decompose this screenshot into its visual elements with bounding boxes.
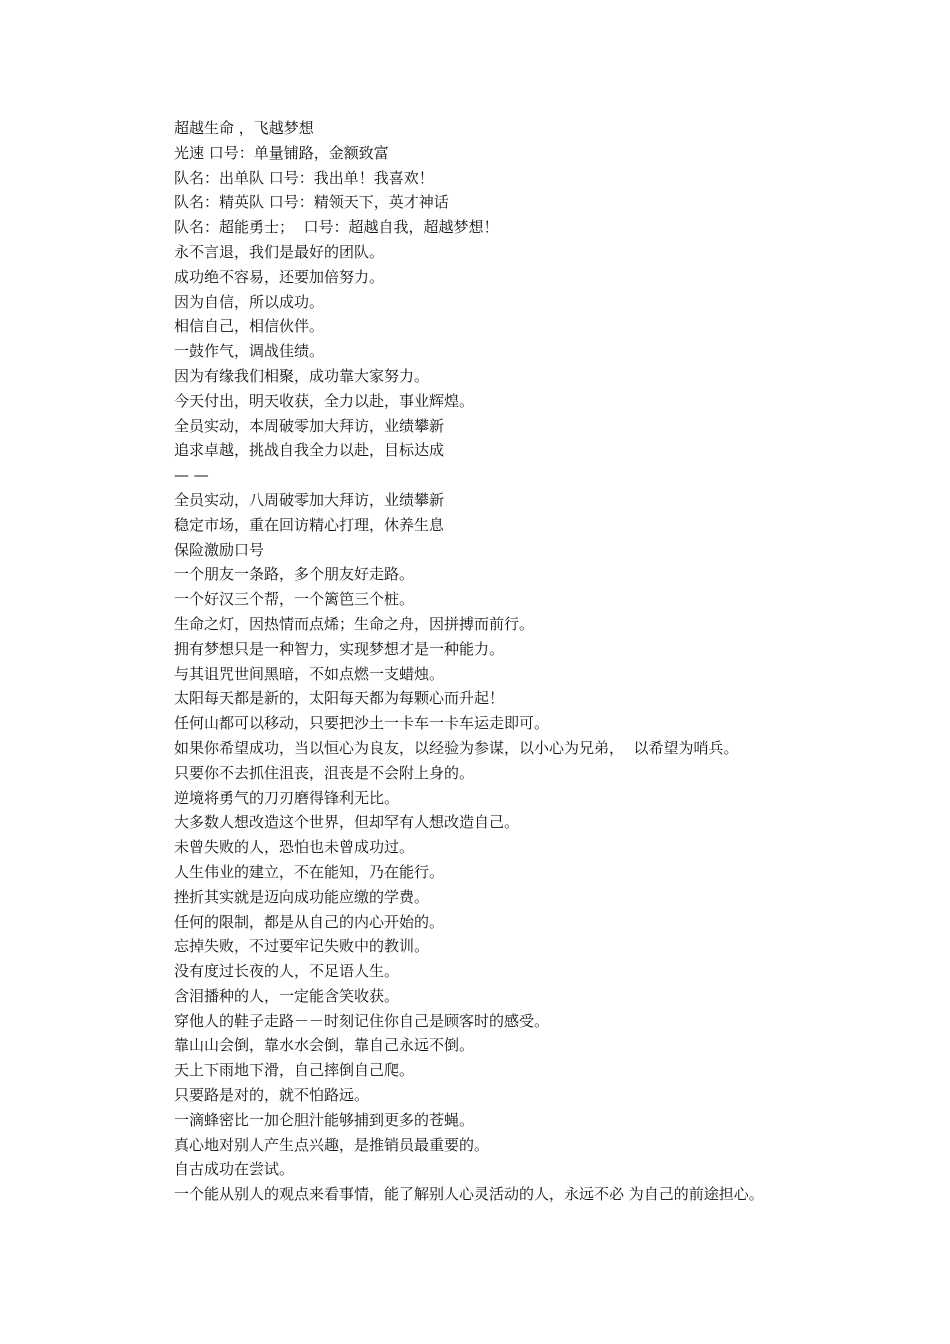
text-line: 挫折其实就是迈向成功能应缴的学费。 bbox=[174, 887, 430, 906]
text-line: 大多数人想改造这个世界，但却罕有人想改造自己。 bbox=[174, 813, 520, 832]
text-line: 穿他人的鞋子走路－－时刻记住你自己是顾客时的感受。 bbox=[174, 1011, 550, 1030]
text-line: 未曾失败的人，恐怕也未曾成功过。 bbox=[174, 838, 415, 857]
text-line: 自古成功在尝试。 bbox=[174, 1160, 295, 1179]
text-line: 一个好汉三个帮，一个篱笆三个桩。 bbox=[174, 590, 415, 609]
text-line: 一个能从别人的观点来看事情，能了解别人心灵活动的人，永远不必 为自己的前途担心。 bbox=[174, 1185, 764, 1204]
text-line: 追求卓越，挑战自我全力以赴，目标达成 bbox=[174, 441, 445, 460]
text-line: 如果你希望成功，当以恒心为良友，以经验为参谋，以小心为兄弟， 以希望为哨兵。 bbox=[174, 738, 739, 757]
text-line: 靠山山会倒，靠水水会倒，靠自己永远不倒。 bbox=[174, 1036, 475, 1055]
text-line: 生命之灯，因热情而点烯；生命之舟，因拼搏而前行。 bbox=[174, 614, 535, 633]
text-line: 队名：出单队 口号：我出单！我喜欢！ bbox=[174, 168, 434, 187]
text-line: 任何山都可以移动，只要把沙土一卡车一卡车运走即可。 bbox=[174, 714, 550, 733]
text-line: 今天付出，明天收获，全力以赴，事业辉煌。 bbox=[174, 391, 475, 410]
text-line: 永不言退，我们是最好的团队。 bbox=[174, 242, 385, 261]
text-line: 全员实动，八周破零加大拜访，业绩攀新 bbox=[174, 490, 445, 509]
text-line: 稳定市场，重在回访精心打理，休养生息 bbox=[174, 515, 445, 534]
text-line: 与其诅咒世间黑暗，不如点燃一支蜡烛。 bbox=[174, 664, 445, 683]
text-line: 一鼓作气，调战佳绩。 bbox=[174, 342, 325, 361]
text-line: 队名：精英队 口号：精领天下，英才神话 bbox=[174, 193, 449, 212]
text-line: 只要路是对的，就不怕路远。 bbox=[174, 1086, 370, 1105]
text-line: 一滴蜂密比一加仑胆汁能够捕到更多的苍蝇。 bbox=[174, 1110, 475, 1129]
text-line: 一个朋友一条路，多个朋友好走路。 bbox=[174, 565, 415, 584]
text-line: — — bbox=[174, 466, 209, 485]
text-line: 人生伟业的建立，不在能知，乃在能行。 bbox=[174, 862, 445, 881]
text-line: 相信自己，相信伙伴。 bbox=[174, 317, 325, 336]
text-line: 只要你不去抓住沮丧，沮丧是不会附上身的。 bbox=[174, 763, 475, 782]
text-line: 任何的限制，都是从自己的内心开始的。 bbox=[174, 912, 445, 931]
text-line: 拥有梦想只是一种智力，实现梦想才是一种能力。 bbox=[174, 639, 505, 658]
text-line: 超越生命 ，飞越梦想 bbox=[174, 119, 314, 137]
text-line: 成功绝不容易，还要加倍努力。 bbox=[174, 267, 385, 286]
text-line: 忘掉失败，不过要牢记失败中的教训。 bbox=[174, 937, 430, 956]
text-line: 含泪播种的人，一定能含笑收获。 bbox=[174, 986, 400, 1005]
text-line: 因为有缘我们相聚，成功靠大家努力。 bbox=[174, 366, 430, 385]
text-line: 逆境将勇气的刀刃磨得锋利无比。 bbox=[174, 788, 400, 807]
text-line: 真心地对别人产生点兴趣，是推销员最重要的。 bbox=[174, 1135, 490, 1154]
document-text bbox=[174, 116, 874, 1207]
text-line: 全员实动，本周破零加大拜访，业绩攀新 bbox=[174, 416, 445, 435]
text-line: 没有度过长夜的人，不足语人生。 bbox=[174, 962, 400, 981]
text-line: 因为自信，所以成功。 bbox=[174, 292, 325, 311]
text-line: 天上下雨地下滑，自己摔倒自己爬。 bbox=[174, 1061, 415, 1080]
text-line: 光速 口号：单量铺路，金额致富 bbox=[174, 143, 389, 162]
text-line: 太阳每天都是新的，太阳每天都为每颗心而升起！ bbox=[174, 689, 505, 708]
text-line: 队名：超能勇士； 口号：超越自我，超越梦想！ bbox=[174, 218, 499, 237]
text-line: 保险激励口号 bbox=[174, 540, 265, 559]
